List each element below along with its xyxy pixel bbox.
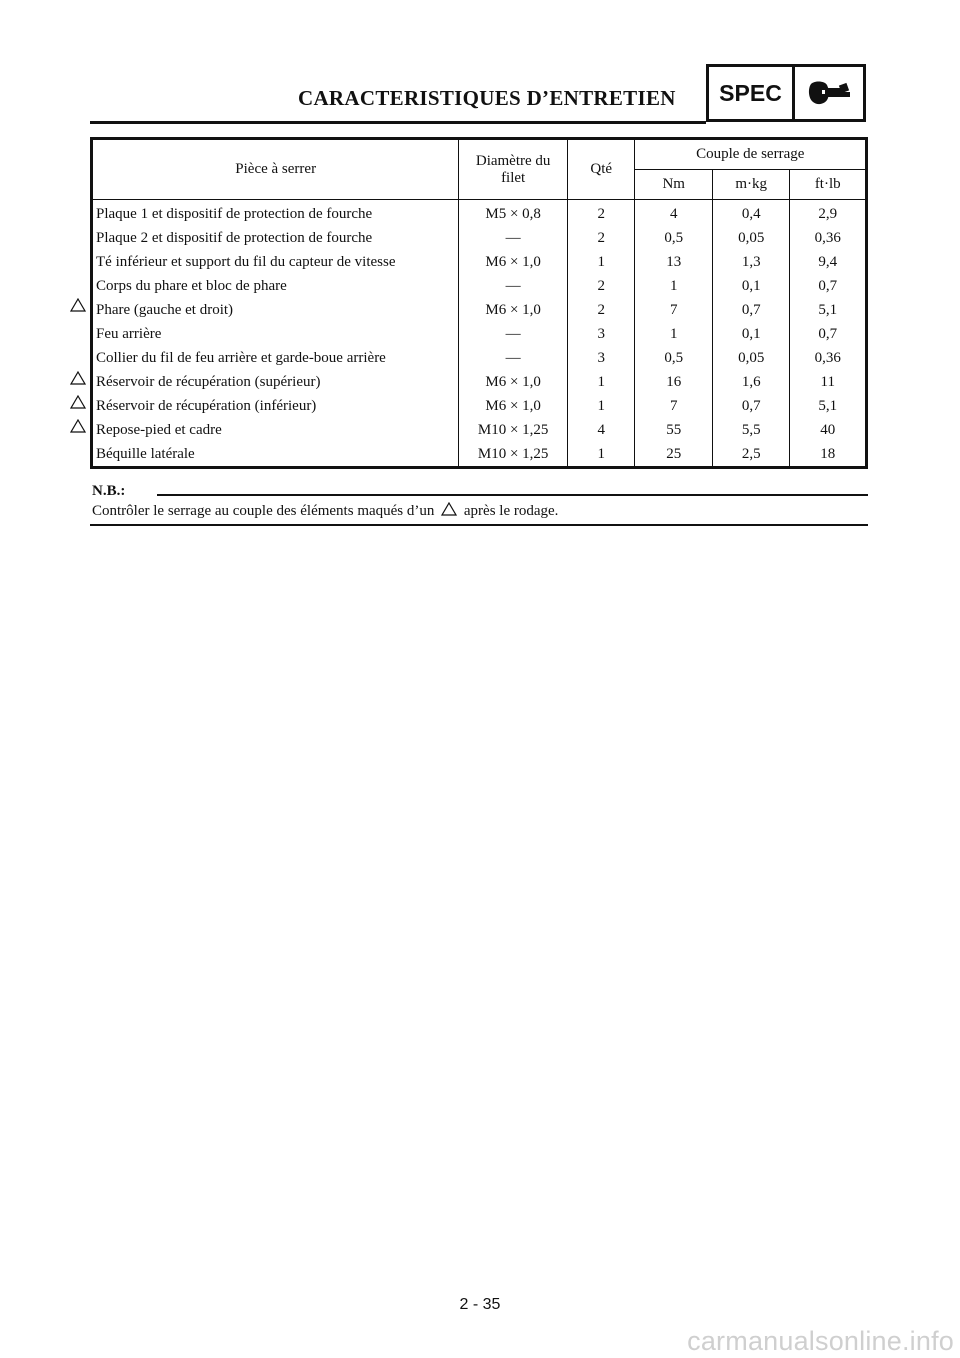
cell-qty: 1 xyxy=(567,250,635,274)
wrench-icon xyxy=(795,67,863,119)
header-thread-line1: Diamètre du xyxy=(475,152,551,169)
triangle-marker-icon xyxy=(70,419,86,433)
cell-nm: 7 xyxy=(635,394,712,418)
cell-mkg: 0,7 xyxy=(712,394,790,418)
cell-qty: 2 xyxy=(567,200,635,227)
cell-thread: — xyxy=(459,274,568,298)
cell-qty: 3 xyxy=(567,346,635,370)
cell-ftlb: 5,1 xyxy=(790,298,867,322)
cell-ftlb: 0,7 xyxy=(790,322,867,346)
cell-part: Corps du phare et bloc de phare xyxy=(92,274,459,298)
table-row xyxy=(92,418,867,442)
cell-nm: 13 xyxy=(635,250,712,274)
cell-qty: 2 xyxy=(567,274,635,298)
table-row xyxy=(92,298,867,322)
header-torque: Couple de serrage xyxy=(635,139,867,170)
cell-part: Réservoir de récupération (inférieur) xyxy=(92,394,459,418)
cell-part: Feu arrière xyxy=(92,322,459,346)
torque-table xyxy=(90,137,868,469)
cell-thread: M6 × 1,0 xyxy=(459,370,568,394)
note-label: N.B.: xyxy=(92,483,126,499)
cell-thread: M10 × 1,25 xyxy=(459,442,568,468)
cell-ftlb: 5,1 xyxy=(790,394,867,418)
cell-thread: — xyxy=(459,322,568,346)
cell-part: Plaque 2 et dispositif de protection de fourche xyxy=(92,226,459,250)
cell-part: Repose-pied et cadre xyxy=(92,418,459,442)
note-text-before: Contrôler le serrage au couple des éléments maqués d’un xyxy=(92,503,435,519)
cell-thread: — xyxy=(459,226,568,250)
cell-mkg: 0,1 xyxy=(712,274,790,298)
cell-part: Collier du fil de feu arrière et garde-boue arrière xyxy=(92,346,459,370)
table-row xyxy=(92,274,867,298)
note-rule xyxy=(157,494,868,496)
cell-part: Phare (gauche et droit) xyxy=(92,298,459,322)
note-text xyxy=(92,502,558,520)
table-row xyxy=(92,250,867,274)
table-row xyxy=(92,394,867,418)
cell-thread: M6 × 1,0 xyxy=(459,250,568,274)
header-nm: Nm xyxy=(635,170,712,200)
cell-qty: 1 xyxy=(567,442,635,468)
cell-mkg: 2,5 xyxy=(712,442,790,468)
cell-nm: 0,5 xyxy=(635,226,712,250)
cell-mkg: 0,1 xyxy=(712,322,790,346)
cell-ftlb: 0,7 xyxy=(790,274,867,298)
cell-nm: 16 xyxy=(635,370,712,394)
cell-qty: 3 xyxy=(567,322,635,346)
header-mkg: m·kg xyxy=(712,170,790,200)
header-ftlb: ft·lb xyxy=(790,170,867,200)
cell-part: Plaque 1 et dispositif de protection de fourche xyxy=(92,200,459,227)
header-qty: Qté xyxy=(567,139,635,200)
cell-qty: 2 xyxy=(567,298,635,322)
cell-mkg: 5,5 xyxy=(712,418,790,442)
header-thread-line2: filet xyxy=(501,169,526,186)
note-text-after: après le rodage. xyxy=(463,503,559,519)
cell-nm: 1 xyxy=(635,274,712,298)
cell-part: Béquille latérale xyxy=(92,442,459,468)
cell-nm: 25 xyxy=(635,442,712,468)
cell-nm: 1 xyxy=(635,322,712,346)
cell-ftlb: 40 xyxy=(790,418,867,442)
cell-mkg: 0,4 xyxy=(712,200,790,227)
header-rule xyxy=(90,121,706,124)
cell-mkg: 0,05 xyxy=(712,226,790,250)
cell-nm: 55 xyxy=(635,418,712,442)
page-number: 2 - 35 xyxy=(459,1296,501,1313)
table-row xyxy=(92,442,867,468)
cell-ftlb: 2,9 xyxy=(790,200,867,227)
spec-badge xyxy=(706,64,866,122)
header-thread xyxy=(459,139,568,200)
triangle-marker-icon xyxy=(70,395,86,409)
cell-thread: — xyxy=(459,346,568,370)
table-row xyxy=(92,346,867,370)
header-part: Pièce à serrer xyxy=(92,139,459,200)
cell-ftlb: 9,4 xyxy=(790,250,867,274)
table-row xyxy=(92,322,867,346)
cell-nm: 0,5 xyxy=(635,346,712,370)
cell-mkg: 1,3 xyxy=(712,250,790,274)
watermark: carmanualsonline.info xyxy=(687,1326,954,1356)
table-row xyxy=(92,370,867,394)
cell-qty: 1 xyxy=(567,370,635,394)
spec-label: SPEC xyxy=(709,67,795,119)
cell-mkg: 0,05 xyxy=(712,346,790,370)
note-rule xyxy=(90,524,868,526)
cell-qty: 2 xyxy=(567,226,635,250)
cell-part: Réservoir de récupération (supérieur) xyxy=(92,370,459,394)
triangle-marker-icon xyxy=(441,502,457,516)
page-title: CARACTERISTIQUES D’ENTRETIEN xyxy=(298,86,676,110)
table-row xyxy=(92,226,867,250)
cell-thread: M5 × 0,8 xyxy=(459,200,568,227)
cell-thread: M10 × 1,25 xyxy=(459,418,568,442)
cell-part: Té inférieur et support du fil du capteur de vitesse xyxy=(92,250,459,274)
cell-nm: 7 xyxy=(635,298,712,322)
cell-qty: 4 xyxy=(567,418,635,442)
cell-qty: 1 xyxy=(567,394,635,418)
cell-thread: M6 × 1,0 xyxy=(459,298,568,322)
cell-ftlb: 18 xyxy=(790,442,867,468)
cell-ftlb: 0,36 xyxy=(790,346,867,370)
table-row xyxy=(92,200,867,227)
triangle-marker-icon xyxy=(70,298,86,312)
cell-ftlb: 11 xyxy=(790,370,867,394)
cell-mkg: 1,6 xyxy=(712,370,790,394)
cell-ftlb: 0,36 xyxy=(790,226,867,250)
cell-thread: M6 × 1,0 xyxy=(459,394,568,418)
triangle-marker-icon xyxy=(70,371,86,385)
cell-mkg: 0,7 xyxy=(712,298,790,322)
cell-nm: 4 xyxy=(635,200,712,227)
